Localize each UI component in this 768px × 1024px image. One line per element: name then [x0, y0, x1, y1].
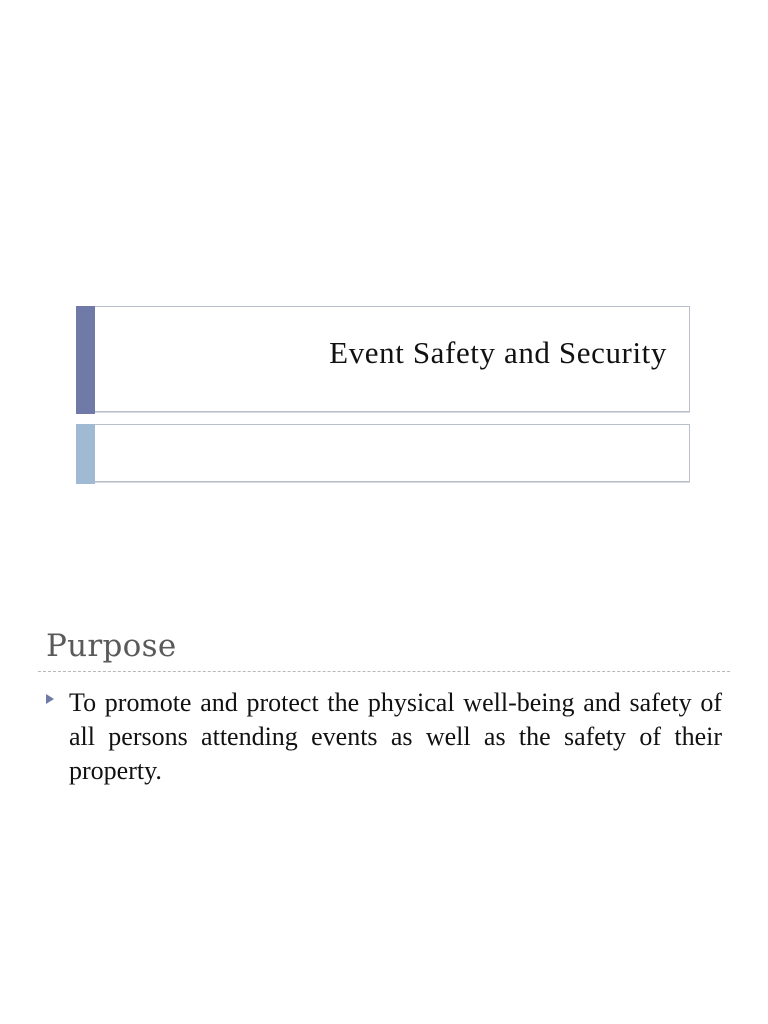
heading-divider — [38, 671, 730, 672]
bullet-text: To promote and protect the physical well-being and safety of all persons attending events as well as the safety of their property. — [69, 688, 722, 785]
subtitle-box — [76, 424, 690, 482]
section-heading: Purpose — [46, 628, 177, 664]
subtitle-accent-bar — [76, 424, 95, 484]
title-accent-bar — [76, 306, 95, 414]
slide-title: Event Safety and Security — [329, 335, 667, 370]
triangle-bullet-icon — [46, 694, 54, 704]
title-box — [76, 306, 690, 412]
